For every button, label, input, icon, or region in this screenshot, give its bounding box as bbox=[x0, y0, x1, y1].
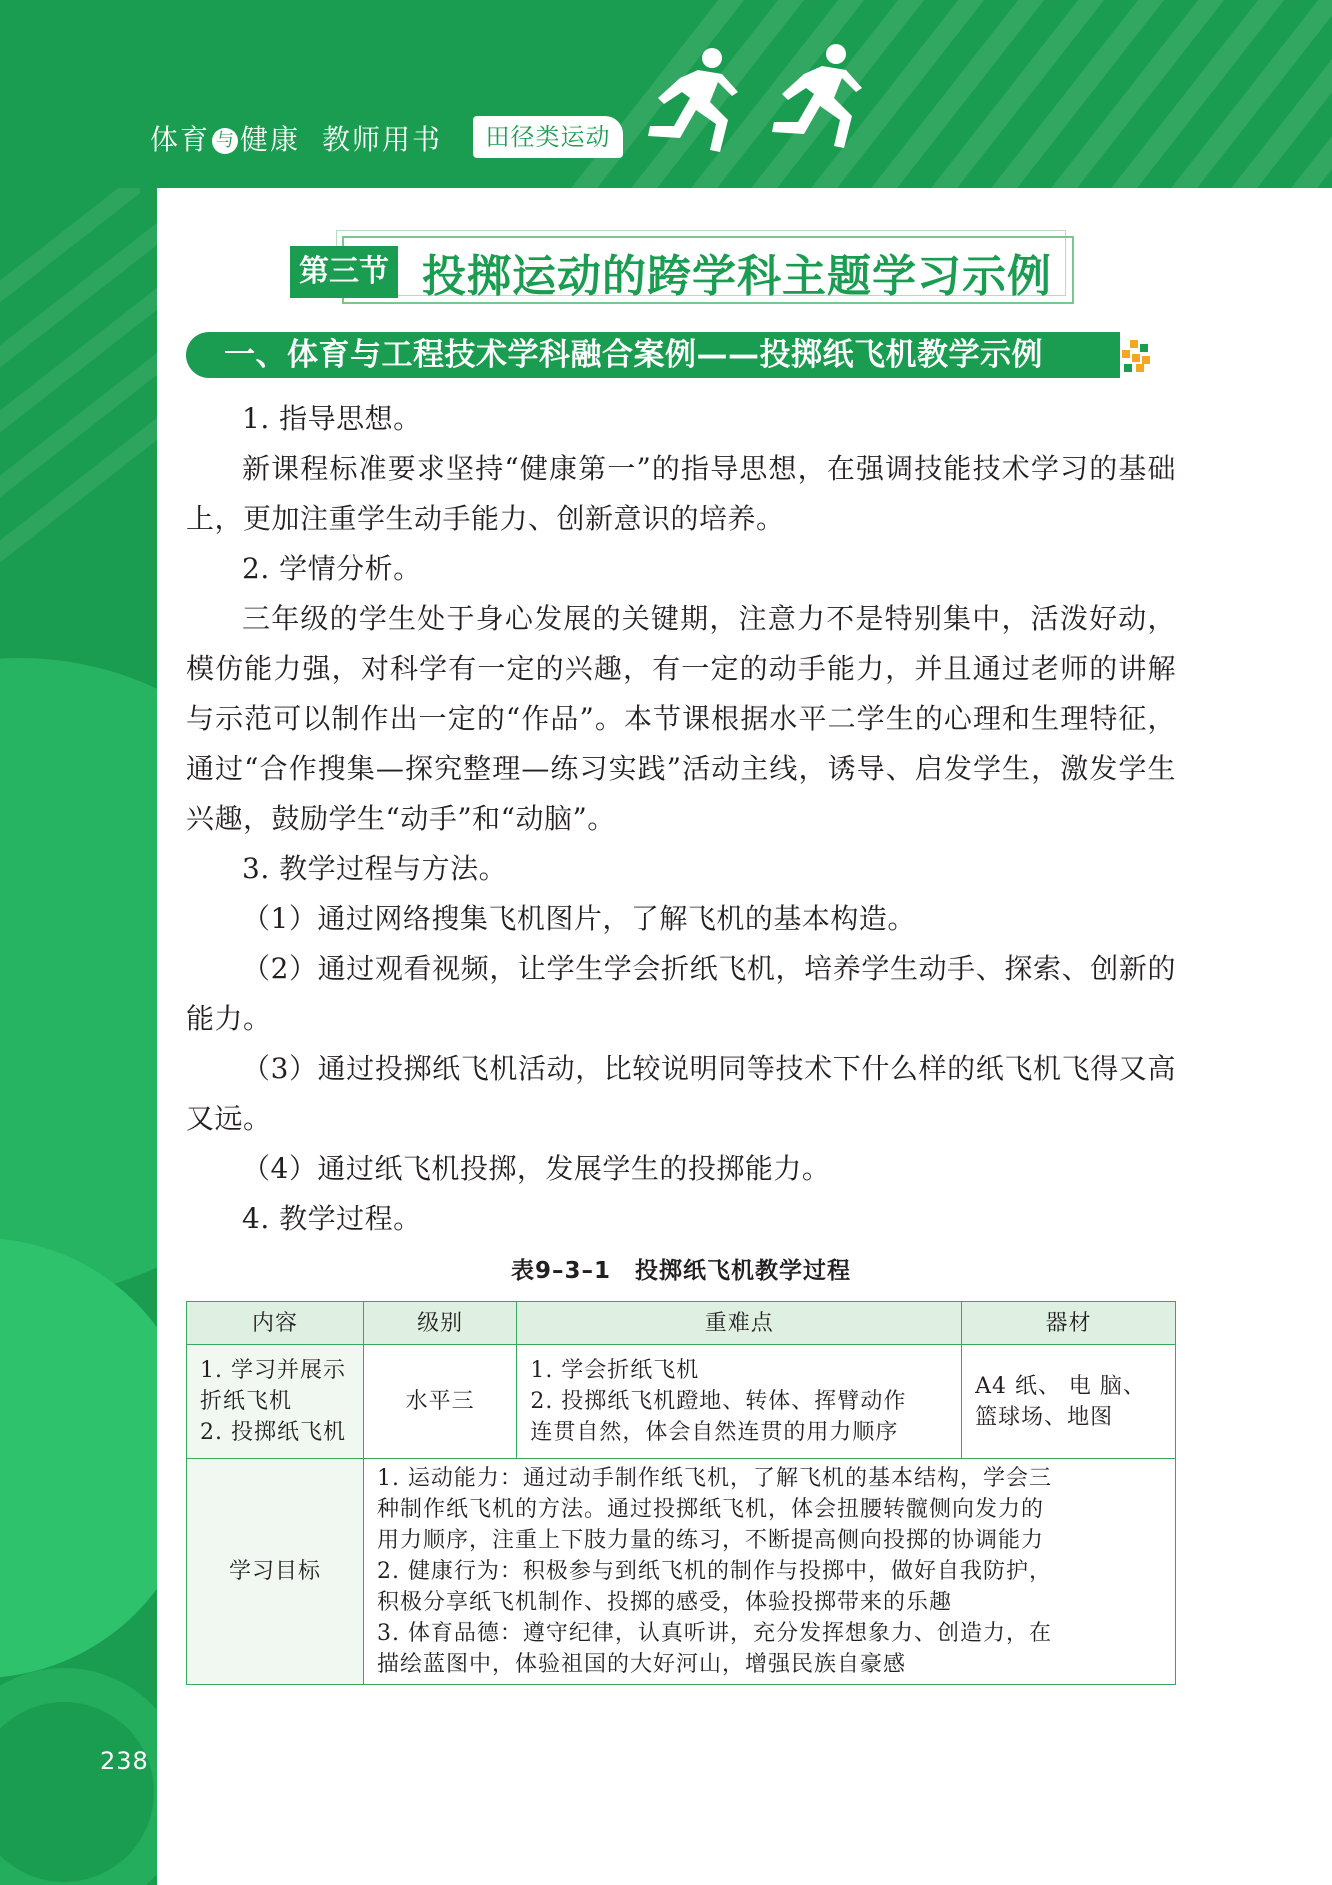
table-header-cell: 级别 bbox=[363, 1302, 516, 1345]
cell-line: 折纸飞机 bbox=[200, 1389, 293, 1414]
paragraph-student-analysis: 三年级的学生处于身心发展的关键期，注意力不是特别集中，活泼好动，模仿能力强，对科学有一定的兴趣，有一定的动手能力，并且通过老师的讲解与示范可以制作出一定的“作品”。本节课根据水平二学生的心理和生理特征，通过“合作搜集—探究整理—练习实践”活动主线，诱导、启发学生，激发学生兴趣，鼓励学生“动手”和“动脑”。 bbox=[186, 602, 1176, 835]
cell-line: 2. 投掷纸飞机 bbox=[200, 1420, 346, 1445]
unit-tag: 田径类运动 bbox=[473, 116, 623, 158]
table-row bbox=[187, 1459, 1176, 1685]
cell-line: 连贯自然，体会自然连贯的用力顺序 bbox=[530, 1420, 899, 1445]
method-item-3: （3）通过投掷纸飞机活动，比较说明同等技术下什么样的纸飞机飞得又高又远。 bbox=[186, 1052, 1176, 1135]
section-title: 投掷运动的跨学科主题学习示例 bbox=[422, 251, 1052, 302]
section-number: 第三节 bbox=[290, 246, 398, 298]
level-cell: 水平三 bbox=[363, 1345, 516, 1459]
sprinter-silhouette-icon bbox=[640, 40, 880, 160]
method-item-1: （1）通过网络搜集飞机图片，了解飞机的基本构造。 bbox=[242, 902, 916, 935]
table-row bbox=[187, 1345, 1176, 1459]
heading-student-analysis: 2. 学情分析。 bbox=[242, 552, 422, 585]
book-title bbox=[150, 118, 442, 158]
paragraph-guiding-idea: 新课程标准要求坚持“健康第一”的指导思想，在强调技能技术学习的基础上，更加注重学生动手能力、创新意识的培养。 bbox=[186, 452, 1176, 535]
cell-line: 3. 体育品德：遵守纪律，认真听讲，充分发挥想象力、创造力，在 bbox=[376, 1621, 1052, 1646]
cell-line: 积极分享纸飞机制作、投掷的感受，体验投掷带来的乐趣 bbox=[376, 1590, 952, 1615]
content-cell bbox=[187, 1345, 364, 1459]
cell-line: 1. 运动能力：通过动手制作纸飞机，了解飞机的基本结构，学会三 bbox=[376, 1466, 1052, 1491]
book-title-left: 体育 bbox=[150, 123, 211, 156]
book-subtitle: 教师用书 bbox=[322, 123, 443, 156]
heading-guiding-idea: 1. 指导思想。 bbox=[242, 402, 422, 435]
page-number: 238 bbox=[100, 1747, 149, 1775]
key-points-cell bbox=[517, 1345, 962, 1459]
method-item-2: （2）通过观看视频，让学生学会折纸飞机，培养学生动手、探索、创新的能力。 bbox=[186, 952, 1176, 1035]
cell-line: 用力顺序，注重上下肢力量的练习，不断提高侧向投掷的协调能力 bbox=[376, 1528, 1044, 1553]
table-header-row bbox=[187, 1302, 1176, 1345]
checker-decoration-icon bbox=[1120, 334, 1150, 374]
subsection-title: 一、体育与工程技术学科融合案例——投掷纸飞机教学示例 bbox=[186, 332, 1120, 378]
method-item-4: （4）通过纸飞机投掷，发展学生的投掷能力。 bbox=[242, 1152, 831, 1185]
book-title-right: 健康 bbox=[240, 123, 301, 156]
heading-teaching-method: 3. 教学过程与方法。 bbox=[242, 852, 508, 885]
cell-line: 篮球场、地图 bbox=[975, 1404, 1114, 1430]
heading-teaching-process: 4. 教学过程。 bbox=[242, 1202, 422, 1235]
book-title-connector: 与 bbox=[212, 128, 238, 154]
goals-cell bbox=[363, 1459, 1175, 1685]
cell-line: A4 纸、 电 脑、 bbox=[975, 1373, 1146, 1399]
cell-line: 1. 学习并展示 bbox=[200, 1358, 346, 1383]
lesson-table bbox=[186, 1301, 1176, 1685]
equipment-cell bbox=[962, 1345, 1176, 1459]
table-header-cell: 内容 bbox=[187, 1302, 364, 1345]
side-band bbox=[0, 188, 157, 1885]
goals-label-cell: 学习目标 bbox=[187, 1459, 364, 1685]
cell-line: 2. 健康行为：积极参与到纸飞机的制作与投掷中，做好自我防护， bbox=[376, 1559, 1052, 1584]
cell-line: 描绘蓝图中，体验祖国的大好河山，增强民族自豪感 bbox=[376, 1652, 906, 1677]
cell-line: 种制作纸飞机的方法。通过投掷纸飞机，体会扭腰转髋侧向发力的 bbox=[376, 1497, 1044, 1522]
table-caption: 表9–3–1 投掷纸飞机教学过程 bbox=[510, 1258, 851, 1284]
table-header-cell: 器材 bbox=[962, 1302, 1176, 1345]
table-header-cell: 重难点 bbox=[517, 1302, 962, 1345]
cell-line: 1. 学会折纸飞机 bbox=[530, 1358, 700, 1383]
cell-line: 2. 投掷纸飞机蹬地、转体、挥臂动作 bbox=[530, 1389, 907, 1414]
